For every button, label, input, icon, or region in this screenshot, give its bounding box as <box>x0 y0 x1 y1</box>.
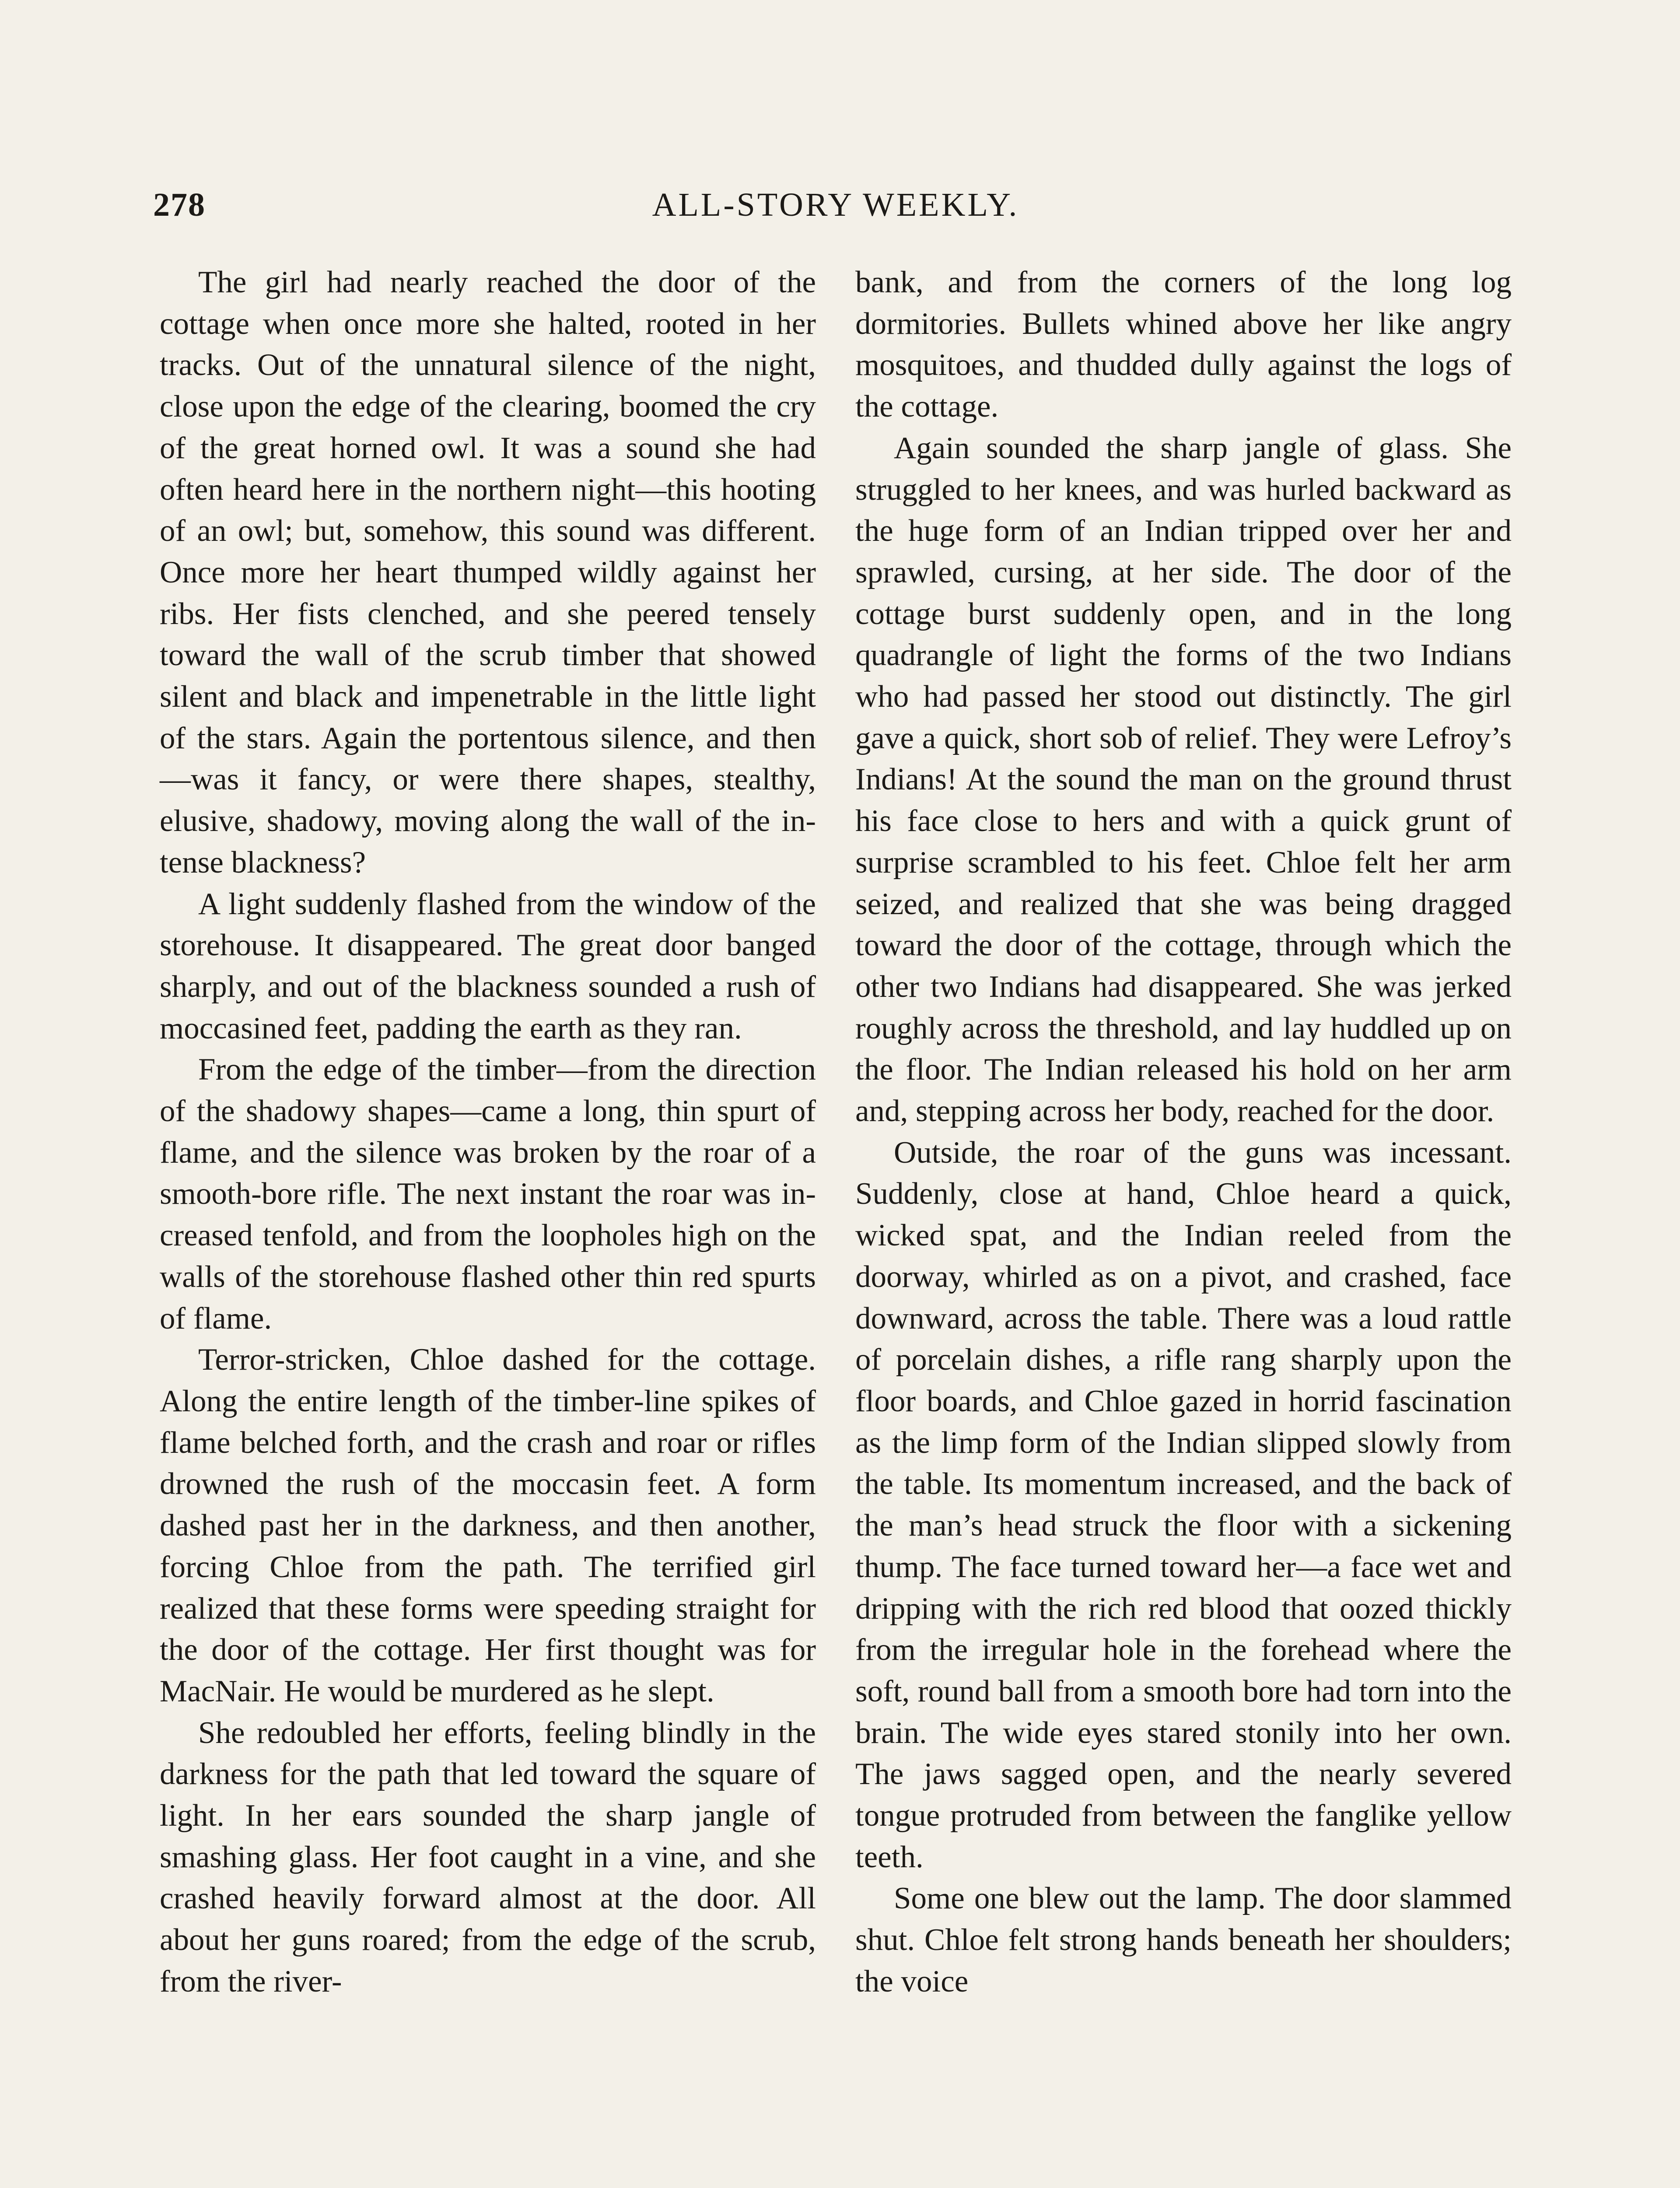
paragraph: A light suddenly flashed from the window of the storehouse. It disappeared. The great door banged sharply, and out of the blackness sounded a rush of moccasined feet, padding the earth as they ran. <box>160 887 816 1045</box>
paragraph: From the edge of the timber—from the direction of the shadowy shapes—came a long, thin spurt of flame, and the silence was broken by the roar of a smooth-bore rifle. The next instant the roar was increased tenfold, and from the loopholes high on the walls of the storehouse flashed other thin red spurts of flame. <box>160 1052 816 1336</box>
page-header <box>153 186 1518 234</box>
paragraph: She redoubled her efforts, feeling blindly in the darkness for the path that led toward the square of light. In her ears sounded the sharp jangle of smashing glass. Her foot caught in a vine, and she crashed heavily forward almost at the door. All about her guns roared; from the edge of the scrub, from the river- <box>160 1715 816 1999</box>
paragraph: The girl had nearly reached the door of the cottage when once more she halted, rooted in her tracks. Out of the unnatural silence of the night, close upon the edge of the clearing, boomed the cry of the great horned owl. It was a sound she had often heard here in the northern night—this hooting of an owl; but, somehow, this sound was different. Once more her heart thumped wildly against her ribs. Her fists clenched, and she peered tensely toward the wall of the scrub timber that showed silent and black and impenetrable in the little light of the stars. Again the portentous silence, and then—was it fancy, or were there shapes, stealthy, elusive, shadowy, moving along the wall of the intense blackness? <box>160 265 816 880</box>
running-title: ALL-STORY WEEKLY. <box>652 186 1019 223</box>
paragraph: Outside, the roar of the guns was incessant. Suddenly, close at hand, Chloe heard a quick, wicked spat, and the Indian reeled from the doorway, whirled as on a pivot, and crashed, face downward, across the table. There was a loud rattle of porcelain dishes, a rifle rang sharply upon the floor boards, and Chloe gazed in horrid fascination as the limp form of the Indian slipped slowly from the table. Its momentum increased, and the back of the man’s head struck the floor with a sickening thump. The face turned toward her—a face wet and dripping with the rich red blood that oozed thickly from the irregular hole in the forehead where the soft, round ball from a smooth bore had torn into the brain. The wide eyes stared stonily into her own. The jaws sagged open, and the nearly severed tongue protruded from between the fanglike yellow teeth. <box>855 1135 1512 1874</box>
paragraph-continued: bank, and from the corners of the long log dormitories. Bullets whined above her like angry mosquitoes, and thudded dully against the logs of the cottage. <box>855 265 1512 424</box>
right-column <box>855 262 1512 2002</box>
paragraph: Again sounded the sharp jangle of glass. She struggled to her knees, and was hurled backward as the huge form of an Indian tripped over her and sprawled, cursing, at her side. The door of the cottage burst suddenly open, and in the long quadrangle of light the forms of the two Indians who had passed her stood out distinctly. The girl gave a quick, short sob of relief. They were Lefroy’s Indians! At the sound the man on the ground thrust his face close to hers and with a quick grunt of surprise scrambled to his feet. Chloe felt her arm seized, and realized that she was being dragged toward the door of the cottage, through which the other two Indians had disappeared. She was jerked roughly across the threshold, and lay huddled up on the floor. The Indian released his hold on her arm and, stepping across her body, reached for the door. <box>855 431 1512 1129</box>
paragraph: Some one blew out the lamp. The door slammed shut. Chloe felt strong hands beneath her shoulders; the voice <box>855 1881 1512 1999</box>
left-column <box>160 262 816 2002</box>
paragraph: Terror-stricken, Chloe dashed for the cottage. Along the entire length of the timber-line spikes of flame belched forth, and the crash and roar or rifles drowned the rush of the moccasin feet. A form dashed past her in the darkness, and then another, forcing Chloe from the path. The terrified girl realized that these forms were speeding straight for the door of the cottage. Her first thought was for MacNair. He would be murdered as he slept. <box>160 1343 816 1708</box>
page-number: 278 <box>153 186 206 223</box>
